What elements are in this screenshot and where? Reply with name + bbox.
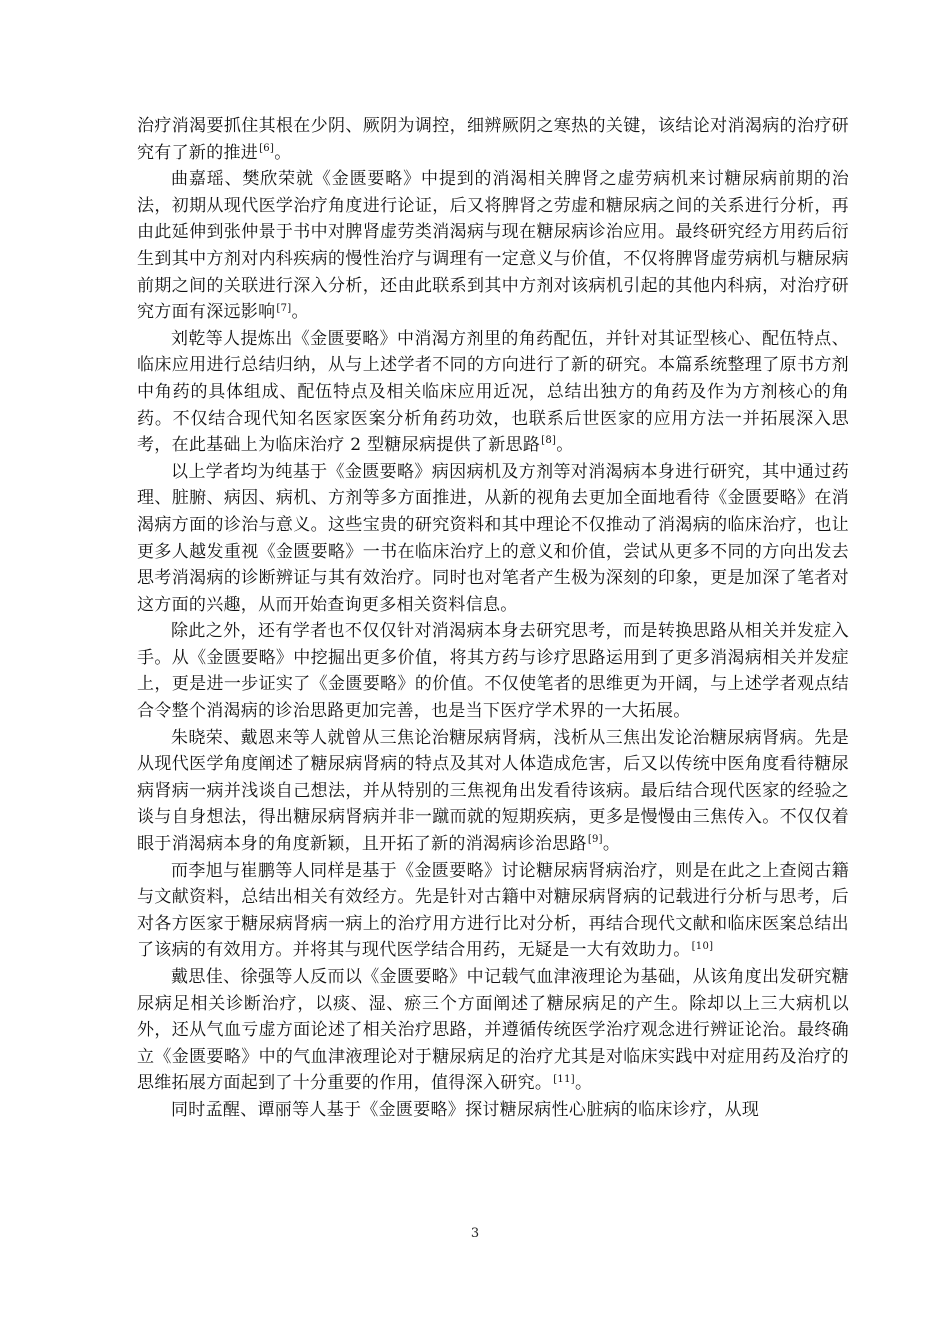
paragraph: [137, 1097, 849, 1124]
paragraph-text: 治疗消渴要抓住其根在少阴、厥阴为调控，细辨厥阴之寒热的关键，该结论对消渴病的治疗研究有了新的推进: [137, 116, 849, 163]
paragraph: [137, 725, 849, 858]
paragraph-tail: 。: [574, 1073, 593, 1094]
paragraph-text: 刘乾等人提炼出《金匮要略》中消渴方剂里的角药配伍，并针对其证型核心、配伍特点、临床应用进行总结归纳，从与上述学者不同的方向进行了新的研究。本篇系统整理了原书方剂中角药的具体组成、配伍特点及相关临床应用近况，总结出独方的角药及作为方剂核心的角药。不仅结合现代知名医家医案分析角药功效，也联系后世医家的应用方法一并拓展深入思考，在此基础上为临床治疗 2 型糖尿病提供了新思路: [137, 328, 849, 456]
paragraph: [137, 618, 849, 724]
body-text: [137, 113, 849, 1124]
citation-ref: [11]: [553, 1073, 575, 1085]
citation-ref: [6]: [259, 142, 275, 154]
paragraph-tail: 。: [602, 834, 621, 855]
citation-ref: [8]: [541, 435, 557, 447]
paragraph: [137, 326, 849, 459]
page-number: 3: [470, 1226, 480, 1241]
paragraph-text: 以上学者均为纯基于《金匮要略》病因病机及方剂等对消渴病本身进行研究，其中通过药理、脏腑、病因、病机、方剂等多方面推进，从新的视角去更加全面地看待《金匮要略》在消渴病方面的诊治与意义。这些宝贵的研究资料和其中理论不仅推动了消渴病的临床治疗，也让更多人越发重视《金匮要略》一书在临床治疗上的意义和价值，尝试从更多不同的方向出发去思考消渴病的诊断辨证与其有效治疗。同时也对笔者产生极为深刻的印象，更是加深了笔者对这方面的兴趣，从而开始查询更多相关资料信息。: [137, 461, 849, 615]
paragraph-text: 戴思佳、徐强等人反而以《金匮要略》中记载气血津液理论为基础，从该角度出发研究糖尿病足相关诊断治疗，以痰、湿、瘀三个方面阐述了糖尿病足的产生。除却以上三大病机以外，还从气血亏虚方面论述了相关治疗思路，并遵循传统医学治疗观念进行辨证论治。最终确立《金匮要略》中的气血津液理论对于糖尿病足的治疗尤其是对临床实践中对症用药及治疗的思维拓展方面起到了十分重要的作用，值得深入研究。: [137, 967, 849, 1094]
paragraph-tail: 。: [556, 435, 574, 456]
paragraph: [137, 113, 849, 166]
paragraph: [137, 858, 849, 964]
paragraph-text: 除此之外，还有学者也不仅仅针对消渴病本身去研究思考，而是转换思路从相关并发症入手。从《金匮要略》中挖掘出更多价值，将其方药与诊疗思路运用到了更多消渴病相关并发症上，更是进一步证实了《金匮要略》的价值。不仅使笔者的思维更为开阔，与上述学者观点结合令整个消渴病的诊治思路更加完善，也是当下医疗学术界的一大拓展。: [137, 621, 849, 722]
paragraph-text: 而李旭与崔鹏等人同样是基于《金匮要略》讨论糖尿病肾病治疗，则是在此之上查阅古籍与文献资料，总结出相关有效经方。先是针对古籍中对糖尿病肾病的记载进行分析与思考，后对各方医家于糖尿病肾病一病上的治疗用方进行比对分析，再结合现代文献和临床医案总结出了该病的有效用方。并将其与现代医学结合用药，无疑是一大有效助力。: [137, 860, 849, 961]
paragraph: [137, 964, 849, 1097]
paragraph-tail: 。: [291, 302, 309, 323]
citation-ref: [10]: [691, 940, 714, 952]
paragraph-text: 同时孟醒、谭丽等人基于《金匮要略》探讨糖尿病性心脏病的临床诊疗，从现: [171, 1099, 760, 1120]
paragraph-text: 朱晓荣、戴恩来等人就曾从三焦论治糖尿病肾病，浅析从三焦出发论治糖尿病肾病。先是从现代医学角度阐述了糖尿病肾病的特点及其对人体造成危害，后又以传统中医角度看待糖尿病肾病一病并浅谈自己想法，并从特别的三焦视角出发看待该病。最后结合现代医家的经验之谈与自身想法，得出糖尿病肾病并非一蹴而就的短期疾病，更多是慢慢由三焦传入。不仅仅着眼于消渴病本身的角度新颖，且开拓了新的消渴病诊治思路: [137, 727, 849, 855]
paragraph-text: 曲嘉瑶、樊欣荣就《金匮要略》中提到的消渴相关脾肾之虚劳病机来讨糖尿病前期的治法，初期从现代医学治疗角度进行论证，后又将脾肾之劳虚和糖尿病之间的关系进行分析，再由此延伸到张仲景于书中对脾肾虚劳类消渴病与现在糖尿病诊治应用。最终研究经方用药后衍生到其中方剂对内科疾病的慢性治疗与调理有一定意义与价值，不仅将脾肾虚劳病机与糖尿病前期之间的关联进行深入分析，还由此联系到其中方剂对该病机引起的其他内科病，对治疗研究方面有深远影响: [137, 169, 849, 323]
citation-ref: [9]: [587, 834, 603, 846]
citation-ref: [7]: [276, 302, 292, 314]
paragraph: [137, 166, 849, 326]
paragraph: [137, 459, 849, 619]
paragraph-tail: 。: [274, 142, 292, 163]
